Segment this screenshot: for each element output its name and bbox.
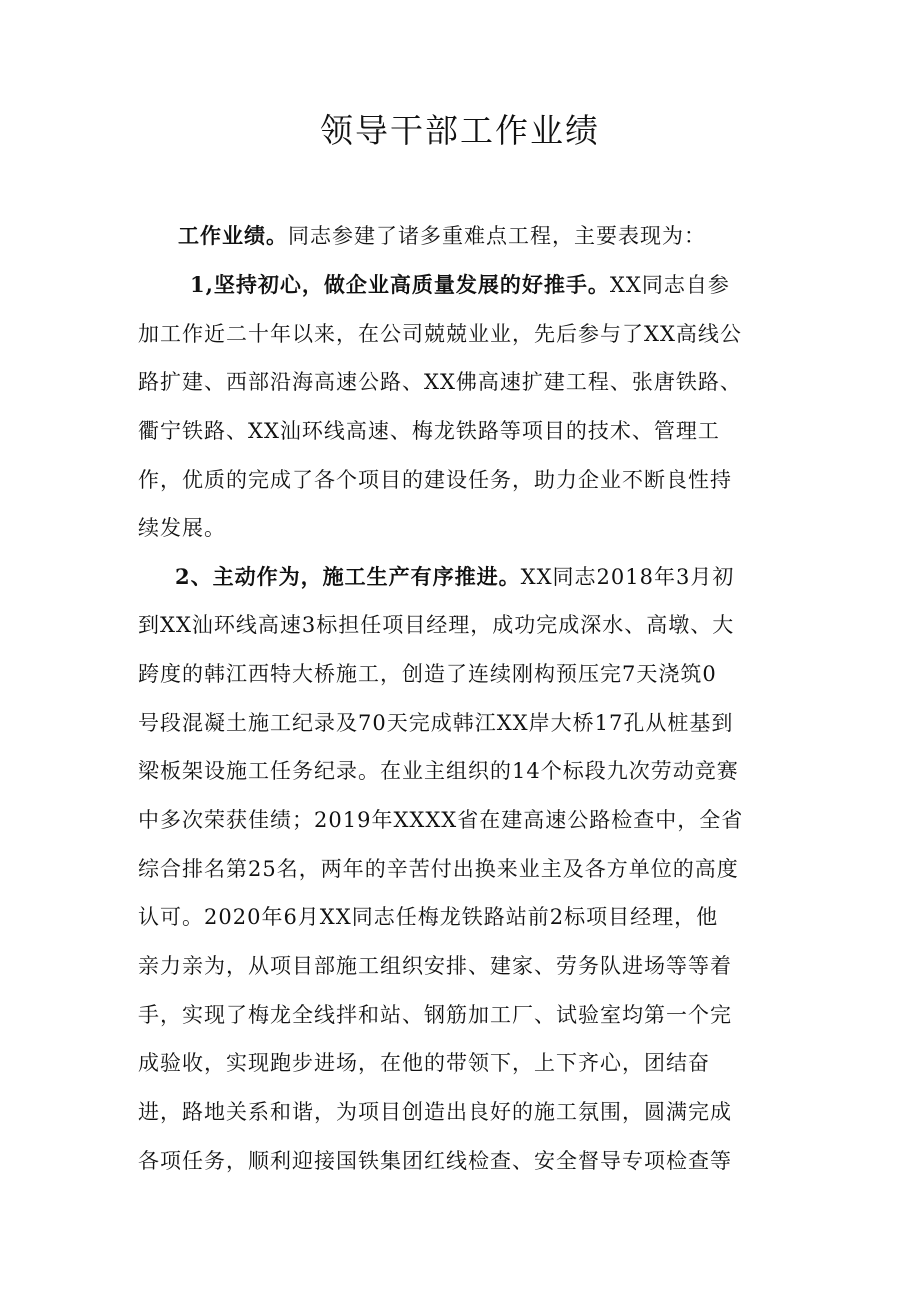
section1-heading: 1,坚持初心，做企业高质量发展的好推手。 [190,272,610,297]
intro-lead: 工作业绩。 [178,223,288,248]
section2-line-6: 综合排名第25名，两年的辛苦付出换来业主及各方单位的高度 [138,857,739,881]
section2-line-1: 到XX汕环线高速3标担任项目经理，成功完成深水、高墩、大 [138,613,735,637]
section1-line-2: 路扩建、西部沿海高速公路、XX佛高速扩建工程、张唐铁路、 [138,370,742,394]
section1-first-line [190,261,778,310]
section2-line-4: 梁板架设施工任务纪录。在业主组织的14个标段九次劳动竞赛 [138,759,739,783]
section1-line-3: 衢宁铁路、XX汕环线高速、梅龙铁路等项目的技术、管理工 [138,419,720,443]
section2-first-line [175,553,778,602]
section2-line-5: 中多次荣获佳绩；2019年XXXX省在建高速公路检查中，全省 [138,808,744,832]
document-title: 领导干部工作业绩 [320,111,600,150]
section1-line-0: XX同志自参 [609,273,730,297]
section2-line-0: XX同志2018年3月初 [520,565,735,589]
section2-line-11: 进，路地关系和谐，为项目创造出良好的施工氛围，圆满完成 [138,1100,732,1124]
section2-line-10: 成验收，实现跑步进场，在他的带领下，上下齐心，团结奋 [138,1051,710,1075]
section1-line-4: 作，优质的完成了各个项目的建设任务，助力企业不断良性持 [138,468,732,492]
section2-line-3: 号段混凝土施工纪录及70天完成韩江XX岸大桥17孔从桩基到 [138,711,734,735]
section2-heading: 2、主动作为，施工生产有序推进。 [175,564,521,589]
intro-paragraph [178,212,818,261]
intro-text: 同志参建了诸多重难点工程，主要表现为： [288,224,706,248]
section2-line-12: 各项任务，顺利迎接国铁集团红线检查、安全督导专项检查等 [138,1149,732,1173]
section2-line-8: 亲力亲为，从项目部施工组织安排、建家、劳务队进场等等着 [138,954,732,978]
section2-line-2: 跨度的韩江西特大桥施工，创造了连续刚构预压完7天浇筑0 [138,662,717,686]
section1-line-1: 加工作近二十年以来，在公司兢兢业业，先后参与了XX高线公 [138,322,742,346]
section2-line-7: 认可。2020年6月XX同志任梅龙铁路站前2标项目经理，他 [138,905,719,929]
section1-line-5: 续发展。 [138,516,226,540]
section2-line-9: 手，实现了梅龙全线拌和站、钢筋加工厂、试验室均第一个完 [138,1003,732,1027]
